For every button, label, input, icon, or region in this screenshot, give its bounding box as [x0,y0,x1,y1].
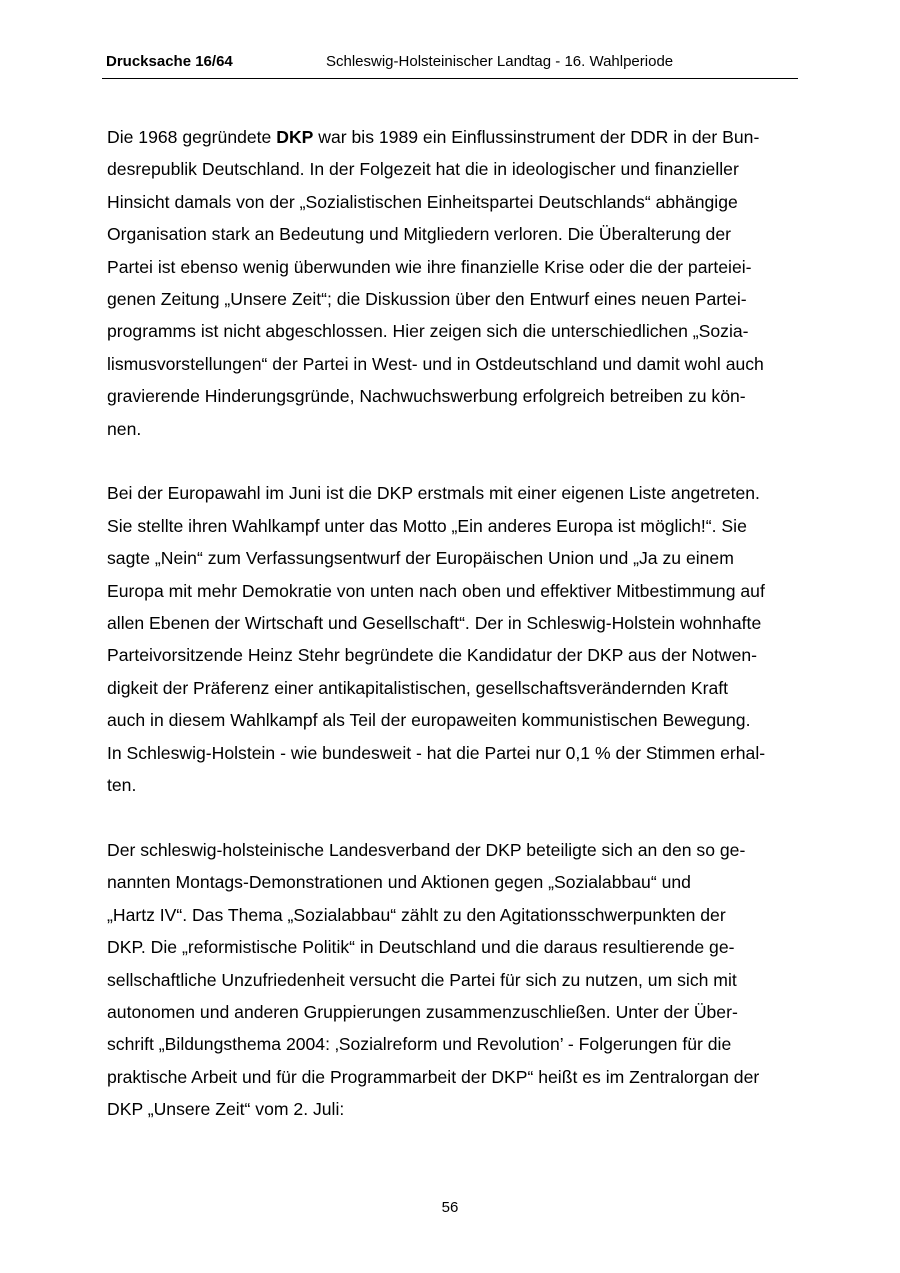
document-number: Drucksache 16/64 [106,53,233,70]
text-line: sellschaftliche Unzufriedenheit versucht die Partei für sich zu nutzen, um sich mit [107,969,737,990]
page-number: 56 [441,1199,459,1216]
text-line: desrepublik Deutschland. In der Folgezeit hat die in ideologischer und finanzieller [107,159,739,180]
text-line: praktische Arbeit und für die Programmarbeit der DKP“ heißt es im Zentralorgan der [107,1066,760,1087]
text-line: DKP „Unsere Zeit“ vom 2. Juli: [107,1099,345,1120]
paragraph-1 [107,121,797,445]
text-line [107,121,797,153]
text-segment: Die 1968 gegründete [107,127,277,147]
page-header [102,52,798,79]
emphasis-dkp: DKP [276,127,314,147]
text-line: Der schleswig-holsteinische Landesverband der DKP beteiligte sich an den so ge- [107,839,746,860]
text-line: Organisation stark an Bedeutung und Mitgliedern verloren. Die Überalterung der [107,224,731,245]
paragraph-2 [107,477,797,801]
text-line: ten. [107,775,137,796]
text-line: nannten Montags-Demonstrationen und Aktionen gegen „Sozialabbau“ und [107,872,691,893]
body-text [107,121,797,1158]
text-line: nen. [107,418,142,439]
text-line: schrift „Bildungsthema 2004: ‚Sozialreform und Revolution’ - Folgerungen für die [107,1034,732,1055]
text-line: Sie stellte ihren Wahlkampf unter das Motto „Ein anderes Europa ist möglich!“. Sie [107,515,747,536]
text-line: Partei ist ebenso wenig überwunden wie ihre finanzielle Krise oder die der parteiei- [107,256,752,277]
text-line: autonomen und anderen Gruppierungen zusammenzuschließen. Unter der Über- [107,1001,738,1022]
text-line: auch in diesem Wahlkampf als Teil der europaweiten kommunistischen Bewegung. [107,710,751,731]
text-line: programms ist nicht abgeschlossen. Hier zeigen sich die unterschiedlichen „Sozia- [107,321,749,342]
text-line: In Schleswig-Holstein - wie bundesweit - hat die Partei nur 0,1 % der Stimmen erhal- [107,742,766,763]
paragraph-3 [107,834,797,1126]
text-line: „Hartz IV“. Das Thema „Sozialabbau“ zählt zu den Agitationsschwerpunkten der [107,904,726,925]
text-line: Bei der Europawahl im Juni ist die DKP erstmals mit einer eigenen Liste angetreten. [107,483,760,504]
text-segment: war bis 1989 ein Einflussinstrument der DDR in der Bun- [313,127,760,147]
text-line: Parteivorsitzende Heinz Stehr begründete die Kandidatur der DKP aus der Notwen- [107,645,758,666]
text-line: lismusvorstellungen“ der Partei in West- und in Ostdeutschland und damit wohl auch [107,353,764,374]
text-line: allen Ebenen der Wirtschaft und Gesellschaft“. Der in Schleswig-Holstein wohnhafte [107,613,762,634]
text-line: sagte „Nein“ zum Verfassungsentwurf der Europäischen Union und „Ja zu einem [107,548,734,569]
text-line: DKP. Die „reformistische Politik“ in Deutschland und die daraus resultierende ge- [107,937,735,958]
text-line: genen Zeitung „Unsere Zeit“; die Diskussion über den Entwurf eines neuen Partei- [107,289,747,310]
document-title: Schleswig-Holsteinischer Landtag - 16. Wahlperiode [326,53,674,70]
text-line: gravierende Hinderungsgründe, Nachwuchswerbung erfolgreich betreiben zu kön- [107,386,746,407]
text-line: Hinsicht damals von der „Sozialistischen Einheitspartei Deutschlands“ abhängige [107,191,738,212]
text-line: digkeit der Präferenz einer antikapitalistischen, gesellschaftsverändernden Kraft [107,677,729,698]
text-line: Europa mit mehr Demokratie von unten nach oben und effektiver Mitbestimmung auf [107,580,765,601]
